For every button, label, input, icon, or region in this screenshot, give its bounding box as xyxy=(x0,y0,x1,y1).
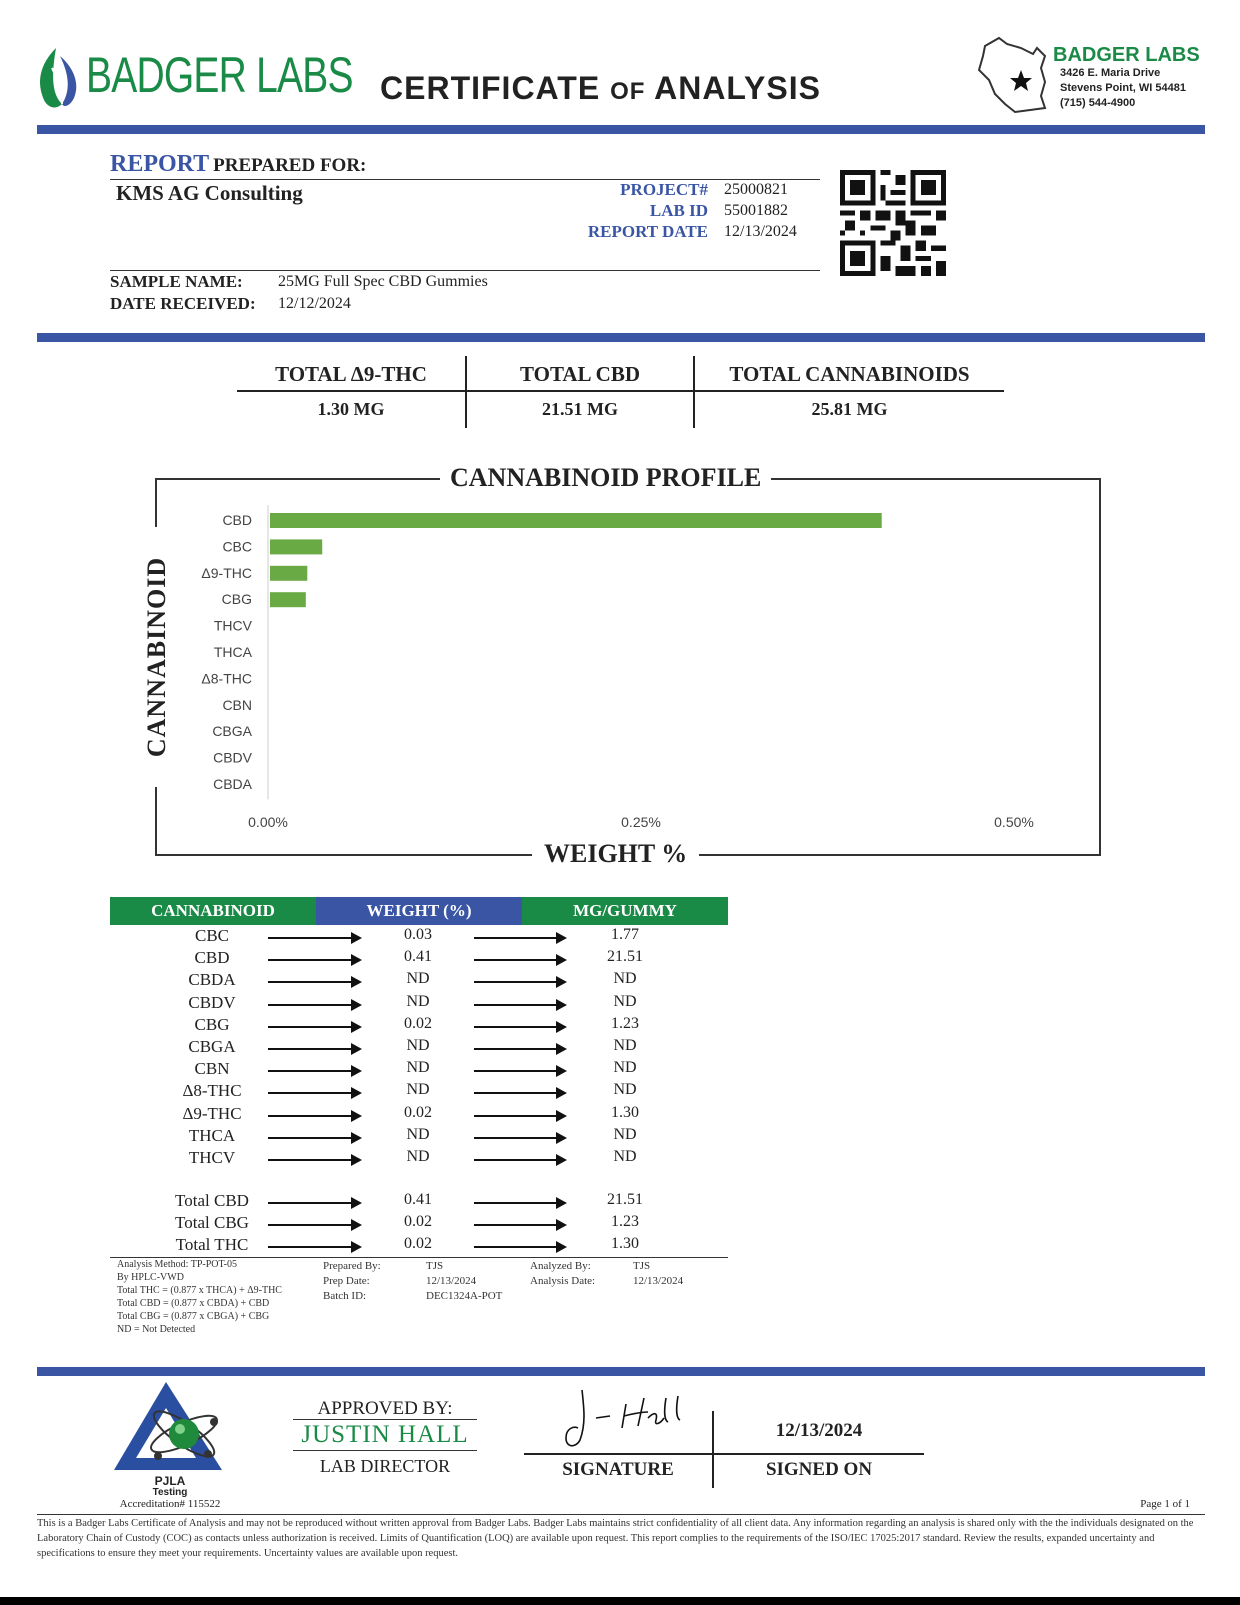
table-row-weight: ND xyxy=(406,992,430,1010)
arrow-right-icon xyxy=(268,937,360,939)
prep-date-label: Prep Date: xyxy=(323,1275,370,1287)
table-row-mg: ND xyxy=(613,1125,637,1143)
chart-category-label: CBC xyxy=(222,538,252,555)
table-row-mg: ND xyxy=(613,1059,637,1077)
handwritten-signature-icon xyxy=(560,1388,700,1453)
chart-category-label: CBGA xyxy=(212,723,252,740)
total-cbd-label: TOTAL CBD xyxy=(519,362,640,386)
wisconsin-map-icon xyxy=(975,34,1055,116)
arrow-right-icon xyxy=(474,1224,565,1226)
address-street: 3426 E. Maria Drive xyxy=(1060,67,1161,79)
sample-underline xyxy=(110,270,820,271)
table-row-weight: ND xyxy=(406,1081,430,1099)
title-of: OF xyxy=(610,78,646,105)
leaf-logo-icon xyxy=(34,46,80,110)
arrow-right-icon xyxy=(268,1159,360,1161)
chart-category-label: CBDA xyxy=(213,776,252,792)
address-block xyxy=(975,34,1205,119)
arrow-right-icon xyxy=(268,1246,360,1248)
report-underline xyxy=(110,179,820,180)
info-divider xyxy=(37,333,1205,342)
qr-code[interactable] xyxy=(840,170,946,276)
table-row-name: CBGA xyxy=(188,1037,236,1056)
document-title xyxy=(380,70,821,107)
address-phone: (715) 544-4900 xyxy=(1060,97,1136,109)
address-name: BADGER LABS xyxy=(1053,44,1200,66)
method-notes xyxy=(117,1258,317,1336)
brand-name: BADGER LABS xyxy=(86,47,353,103)
footer-divider xyxy=(37,1367,1205,1376)
table-row-weight: 0.02 xyxy=(404,1014,432,1032)
signature-image xyxy=(560,1388,700,1453)
chart-bar xyxy=(270,513,882,528)
chart-bar xyxy=(270,539,322,554)
arrow-right-icon xyxy=(474,1026,565,1028)
arrow-right-icon xyxy=(474,1115,565,1117)
bottom-black-band xyxy=(0,1597,1240,1605)
date-received-value: 12/12/2024 xyxy=(278,295,351,312)
table-row-name: Δ9-THC xyxy=(182,1103,242,1123)
brand-logo xyxy=(34,44,353,112)
table-row-mg: ND xyxy=(613,1148,637,1165)
total-row-name: Total THC xyxy=(175,1235,249,1254)
table-row-name: CBN xyxy=(194,1059,230,1079)
arrow-right-icon xyxy=(474,1092,565,1094)
arrow-right-icon xyxy=(268,1048,360,1050)
cannabinoid-bar-chart xyxy=(150,505,1110,835)
total-row-name: Total CBG xyxy=(175,1213,249,1232)
pjla-testing: Testing xyxy=(152,1487,188,1498)
lab-id-label: LAB ID xyxy=(649,201,708,220)
report-date-label: REPORT DATE xyxy=(587,222,708,241)
sample-name-label: SAMPLE NAME: xyxy=(110,272,243,291)
table-row-name: CBG xyxy=(194,1014,230,1034)
analyzed-by-value: TJS xyxy=(633,1260,651,1272)
chart-category-label: CBN xyxy=(222,696,252,713)
total-row-mg: 1.30 xyxy=(611,1235,639,1252)
chart-category-label: THCV xyxy=(213,617,252,634)
arrow-right-icon xyxy=(474,1137,565,1139)
header-divider xyxy=(37,125,1205,134)
pjla-accreditation-icon xyxy=(110,1382,240,1478)
qr-code-icon xyxy=(840,170,946,276)
total-cbd-value: 21.51 MG xyxy=(542,399,618,419)
batch-id-value: DEC1324A-POT xyxy=(426,1290,503,1302)
arrow-right-icon xyxy=(268,1202,360,1204)
batch-id-label: Batch ID: xyxy=(323,1290,367,1302)
table-row-weight: ND xyxy=(406,970,430,988)
summary-divider-line xyxy=(237,390,1004,392)
page-number: Page 1 of 1 xyxy=(1140,1498,1190,1510)
signed-date: 12/13/2024 xyxy=(775,1420,863,1441)
prepared-by-label: Prepared By: xyxy=(323,1260,381,1272)
arrow-right-icon xyxy=(268,981,360,983)
project-label: PROJECT# xyxy=(620,180,708,199)
analysis-date-label: Analysis Date: xyxy=(530,1275,596,1287)
approver-title: LAB DIRECTOR xyxy=(319,1456,451,1476)
arrow-right-icon xyxy=(268,1026,360,1028)
arrow-right-icon xyxy=(474,1246,565,1248)
table-row-weight: ND xyxy=(406,1125,430,1143)
method-note: ND = Not Detected xyxy=(117,1324,196,1335)
method-note: Total CBG = (0.877 x CBGA) + CBG xyxy=(117,1311,270,1322)
report-date-value: 12/13/2024 xyxy=(724,223,797,240)
disclaimer-rule xyxy=(37,1514,1205,1515)
arrow-right-icon xyxy=(474,1048,565,1050)
title-certificate: CERTIFICATE xyxy=(380,70,601,106)
table-row-name: THCA xyxy=(188,1125,236,1145)
table-row-weight: 0.03 xyxy=(404,926,432,943)
total-row-weight: 0.02 xyxy=(404,1213,432,1230)
table-row-weight: ND xyxy=(406,1037,430,1054)
arrow-right-icon xyxy=(268,1070,360,1072)
address-city: Stevens Point, WI 54481 xyxy=(1060,82,1186,94)
table-row-weight: 0.02 xyxy=(404,1103,432,1121)
sample-name-value: 25MG Full Spec CBD Gummies xyxy=(278,273,488,290)
prep-date-value: 12/13/2024 xyxy=(426,1275,477,1287)
arrow-right-icon xyxy=(474,959,565,961)
chart-category-label: CBD xyxy=(222,512,252,528)
arrow-right-icon xyxy=(268,959,360,961)
table-row-weight: 0.41 xyxy=(404,948,432,966)
table-row-name: CBDA xyxy=(188,970,236,990)
chart-category-label: Δ8-THC xyxy=(201,670,252,687)
table-header-mg: MG/GUMMY xyxy=(522,897,728,925)
table-row-name: Δ8-THC xyxy=(182,1081,242,1101)
arrow-right-icon xyxy=(474,937,565,939)
method-note: Total THC = (0.877 x THCA) + Δ9-THC xyxy=(117,1285,282,1296)
total-row-weight: 0.02 xyxy=(404,1235,432,1252)
pjla-name: PJLA xyxy=(154,1474,186,1488)
chart-category-label: CBDV xyxy=(213,749,252,766)
chart-bar xyxy=(270,592,306,607)
table-row-name: CBC xyxy=(194,926,230,945)
total-thc-label: TOTAL Δ9-THC xyxy=(275,362,427,386)
approver-top-rule xyxy=(293,1419,477,1420)
total-row-mg: 21.51 xyxy=(607,1191,643,1208)
chart-category-label: CBG xyxy=(221,591,252,608)
title-analysis: ANALYSIS xyxy=(654,70,821,106)
total-thc-value: 1.30 MG xyxy=(317,399,385,419)
signature-rule xyxy=(524,1453,924,1455)
accreditation-number: Accreditation# 115522 xyxy=(119,1498,221,1510)
method-note: Total CBD = (0.877 x CBDA) + CBD xyxy=(117,1298,270,1309)
chart-x-tick-label: 0.50% xyxy=(994,814,1034,830)
table-row-mg: 1.30 xyxy=(611,1103,639,1121)
arrow-right-icon xyxy=(268,1092,360,1094)
table-row-mg: 1.77 xyxy=(611,926,639,943)
chart-bar xyxy=(270,566,307,581)
arrow-right-icon xyxy=(474,1004,565,1006)
analyzed-by-label: Analyzed By: xyxy=(530,1260,591,1272)
table-row-weight: ND xyxy=(406,1059,430,1077)
total-cannabinoids-label: TOTAL CANNABINOIDS xyxy=(729,362,970,386)
table-row-name: CBDV xyxy=(188,992,236,1012)
table-row-mg: ND xyxy=(613,970,637,988)
summary-table xyxy=(237,356,1004,428)
table-row-mg: 1.23 xyxy=(611,1014,639,1032)
arrow-right-icon xyxy=(474,1159,565,1161)
date-received-label: DATE RECEIVED: xyxy=(110,294,256,313)
chart-category-label: THCA xyxy=(213,644,252,660)
signed-on-label: SIGNED ON xyxy=(765,1459,873,1480)
prepared-by-value: TJS xyxy=(426,1260,444,1272)
table-row-name: CBD xyxy=(194,948,230,968)
arrow-right-icon xyxy=(268,1224,360,1226)
table-row-mg: ND xyxy=(613,992,637,1010)
arrow-right-icon xyxy=(474,981,565,983)
client-name: KMS AG Consulting xyxy=(116,181,303,205)
report-prepared-for xyxy=(110,151,366,178)
disclaimer-text: This is a Badger Labs Certificate of Analysis and may not be reproduced without written approval from Badger Labs. Badger Labs maintains strict confidentiality of all client data. Any information regarding an analysis is shared only with the the individuals designated on the Laboratory Chain of Custody (COC) as contacts unless authorization is received. Limits of Quantification (LOQ) are available upon request. This report complies to the requirements of the ISO/IEC 17025:2017 standard. Review the results, expanded uncertainty and specifications to ensure they meet your requirements. Uncertainty values are available upon request. xyxy=(37,1518,1194,1559)
arrow-right-icon xyxy=(268,1115,360,1117)
arrow-right-icon xyxy=(474,1202,565,1204)
arrow-right-icon xyxy=(268,1004,360,1006)
chart-ylabel: CANNABINOID xyxy=(142,527,172,787)
table-row-name: THCV xyxy=(188,1148,236,1167)
method-note: Analysis Method: TP-POT-05 xyxy=(117,1259,238,1270)
arrow-right-icon xyxy=(268,1137,360,1139)
signature-label: SIGNATURE xyxy=(562,1459,674,1480)
lab-id-value: 55001882 xyxy=(724,202,788,219)
chart-category-label: Δ9-THC xyxy=(201,564,252,581)
table-row-weight: ND xyxy=(406,1148,430,1165)
approver-name: JUSTIN HALL xyxy=(301,1421,469,1448)
table-header-cannabinoid: CANNABINOID xyxy=(110,897,316,925)
table-row-mg: ND xyxy=(613,1037,637,1054)
arrow-right-icon xyxy=(474,1070,565,1072)
approved-by-label: APPROVED BY: xyxy=(317,1398,453,1419)
chart-title: CANNABINOID PROFILE xyxy=(440,463,771,493)
total-row-mg: 1.23 xyxy=(611,1213,639,1230)
approver-bottom-rule xyxy=(293,1450,477,1451)
prepared-for-label: PREPARED FOR: xyxy=(213,155,367,176)
total-row-name: Total CBD xyxy=(175,1191,249,1210)
pjla-logo xyxy=(110,1382,240,1510)
chart-xlabel: WEIGHT % xyxy=(532,839,699,869)
analysis-date-value: 12/13/2024 xyxy=(633,1275,684,1287)
table-header-weight: WEIGHT (%) xyxy=(316,897,522,925)
project-value: 25000821 xyxy=(724,181,788,198)
method-note: By HPLC-VWD xyxy=(117,1272,184,1283)
total-row-weight: 0.41 xyxy=(404,1191,432,1208)
report-word: REPORT xyxy=(110,151,210,177)
total-cannabinoids-value: 25.81 MG xyxy=(811,399,888,419)
table-row-mg: ND xyxy=(613,1081,637,1099)
chart-x-tick-label: 0.25% xyxy=(621,814,661,830)
chart-x-tick-label: 0.00% xyxy=(248,814,288,830)
table-row-mg: 21.51 xyxy=(607,948,643,966)
